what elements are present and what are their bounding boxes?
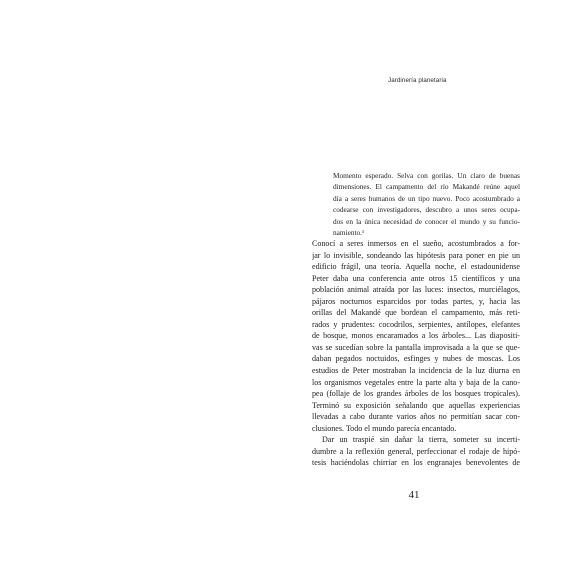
paragraph-1-line: daban pegados noctuidos, esfinges y nubes de moscas. Los [312, 354, 520, 364]
paragraph-1-line: de bosque, monos encaramados a los árboles... Las diapositi- [312, 331, 520, 341]
paragraph-2-line: Dar un traspié sin dañar la tierra, someter su incerti- [322, 435, 520, 445]
epigraph-line: dimensiones. El campamento del río Makandé reúne aquel [333, 182, 520, 192]
running-header: Jardinería planetaria [388, 77, 447, 84]
paragraph-1-line: edificio frágil, una teoría. Aquella noche, el estadounidense [312, 262, 520, 272]
paragraph-1-line: llevadas a cabo durante varios años no permitían sacar con- [312, 412, 520, 422]
epigraph-line: namiento.¹ [333, 228, 365, 238]
body-text [312, 238, 520, 469]
paragraph-1-line: orillas del Makandé que bordean el campamento, más reti- [312, 308, 520, 318]
paragraph-2-line: dumbre a la reflexión general, perfeccionar el rodaje de hipó- [312, 446, 520, 456]
paragraph-1-line: rados y prudentes: cocodrilos, serpientes, antílopes, elefantes [312, 319, 520, 329]
paragraph-2-line: tesis haciéndolas chirriar en los engranajes benevolentes de [312, 458, 520, 468]
paragraph-1-line: jar lo invisible, sondeando las hipótesis para poner en pie un [312, 250, 520, 260]
paragraph-1-line: clusiones. Todo el mundo parecía encantado. [312, 423, 457, 433]
epigraph-line: dos en la única necesidad de conocer el mundo y su funcio- [333, 216, 520, 226]
paragraph-1-line: Terminó su exposición señalando que aquellas experiencias [312, 400, 520, 410]
epigraph-line: codearse con investigadores, descubro a unos seres ocupa- [333, 205, 520, 215]
epigraph-line: Momento esperado. Selva con gorilas. Un claro de buenas [333, 171, 520, 180]
paragraph-1-line: vas se sucedían sobre la pantalla improvisada a la que se que- [312, 342, 520, 352]
paragraph-1-line: pájaros nocturnos esparcidos por todas partes, y, hacia las [312, 296, 520, 306]
paragraph-1-line: estudios de Peter mostraban la incidencia de la luz diurna en [312, 366, 520, 376]
paragraph-1-line: Peter daba una conferencia ante otros 15 científicos y una [312, 273, 520, 283]
paragraph-1-line: Conocí a seres inmersos en el sueño, acostumbrados a for- [312, 239, 520, 248]
paragraph-1-line: pea (follaje de los grandes árboles de los bosques tropicales). [312, 389, 520, 399]
epigraph-block [333, 170, 520, 238]
paragraph-1-line: los organismos vegetales entre la parte alta y baja de la cano- [312, 377, 520, 387]
epigraph-line: día a seres humanos de un tipo nuevo. Poco acostumbrado a [333, 193, 520, 203]
page-number: 41 [408, 489, 420, 501]
paragraph-1-line: población animal atraída por las luces: insectos, murciélagos, [312, 285, 520, 295]
